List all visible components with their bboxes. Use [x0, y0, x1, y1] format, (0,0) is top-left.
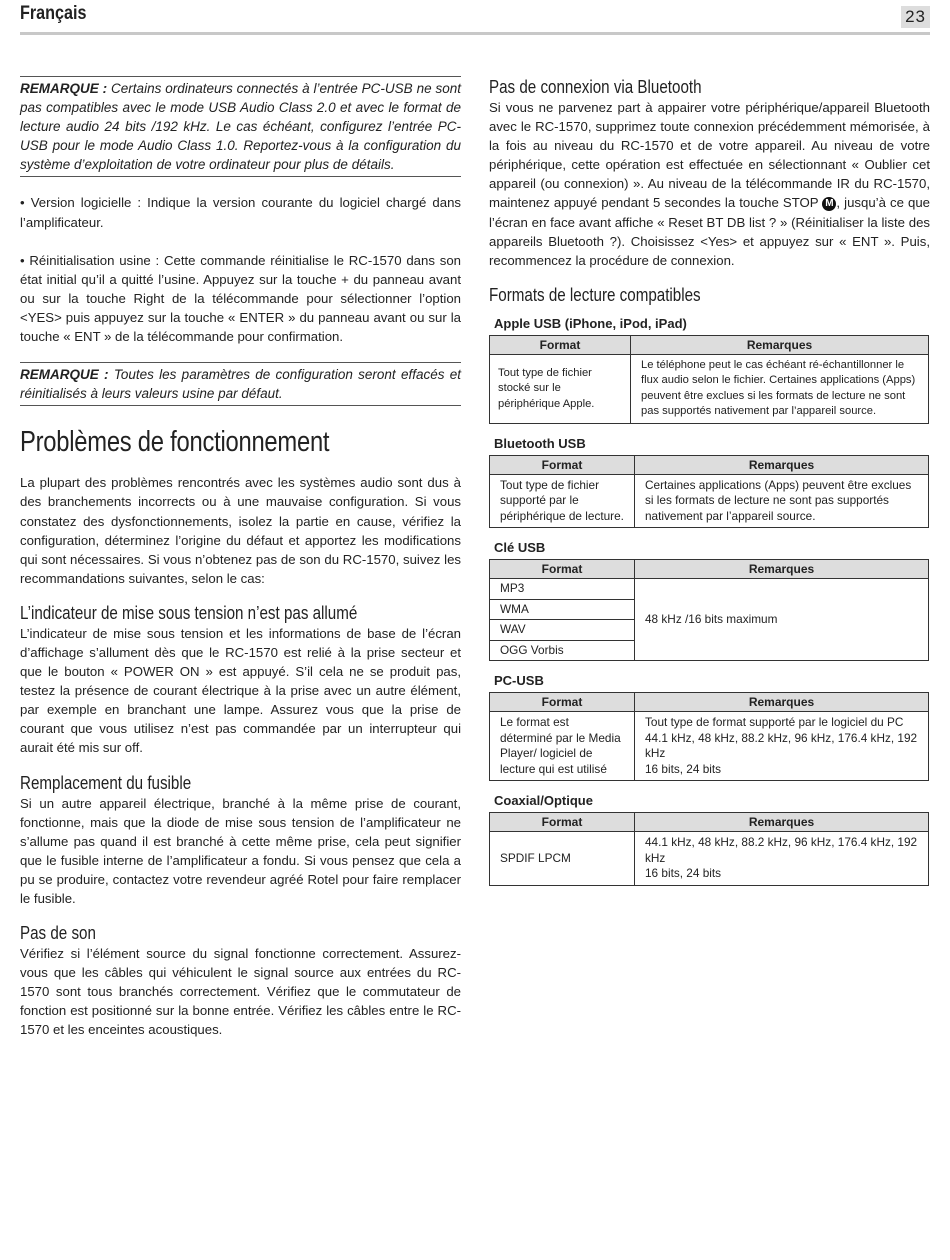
text-power-indicator: L’indicateur de mise sous tension et les informations de base de l’écran d’affichage s’allument dès que le RC-1570 est relié à la prise secteur et que le bouton « POWER ON » est appuyé. S’il cela ne se produit pas, testez la présence de courant électrique à la prise avec un autre élément, par exemple en branchant une lampe. Assurez vous que la prise de courant que vous utilisez n’est pas commandée par un interrupteur qui aurait été mis sur off.: [20, 625, 461, 756]
table-row: [490, 712, 929, 781]
col-format: Format: [490, 455, 635, 474]
heading-formats: Formats de lecture compatibles: [489, 283, 701, 305]
cell-format: OGG Vorbis: [490, 640, 635, 661]
cell-format: Tout type de fichier supporté par le périphérique de lecture.: [490, 474, 635, 528]
page-number: 23: [901, 6, 930, 28]
right-column: [489, 76, 930, 886]
cell-format: Tout type de fichier stocké sur le périphérique Apple.: [490, 354, 631, 423]
heading-power-indicator: L’indicateur de mise sous tension n’est pas allumé: [20, 601, 358, 623]
page-header: [20, 0, 930, 35]
bluetooth-text-part2: , jusqu’à ce que l’écran en face avant affiche « Reset BT DB list ? » (Réinitialiser la liste des appareils Bluetooth ?). Choisissez <Yes> et appuyez sur « ENT ». Puis, recommencez la procédure de connexion.: [489, 195, 930, 268]
cell-remarks: [635, 712, 929, 781]
note-label: REMARQUE :: [20, 81, 108, 96]
cell-remarks: Le téléphone peut le cas échéant ré-échantillonner le flux audio selon le fichier. Certaines applications (Apps) peuvent être exclues si les formats de lecture ne sont pas supportés nativement par l’appareil source.: [631, 354, 929, 423]
title-bluetooth-usb: Bluetooth USB: [494, 435, 586, 451]
col-remarks: Remarques: [635, 693, 929, 712]
title-coaxial-optical: Coaxial/Optique: [494, 793, 593, 809]
col-format: Format: [490, 813, 635, 832]
table-bluetooth-usb: [489, 455, 929, 529]
table-apple-usb: [489, 335, 929, 424]
table-row: [490, 354, 929, 423]
title-apple-usb: Apple USB (iPhone, iPod, iPad): [494, 315, 687, 331]
note-reset: [20, 362, 461, 406]
table-coaxial-optical: [489, 812, 929, 886]
table-pc-usb: [489, 692, 929, 781]
col-remarks: Remarques: [631, 335, 929, 354]
title-cle-usb: Clé USB: [494, 540, 546, 556]
note-text: Toutes les paramètres de configuration seront effacés et réinitialisés à leurs valeurs usine par défaut.: [20, 367, 462, 402]
remark-line: Tout type de format supporté par le logiciel du PC: [645, 715, 904, 730]
troubleshooting-intro: La plupart des problèmes rencontrés avec les systèmes audio sont dus à des branchements incorrects ou à une mauvaise configuration. Si vous constatez des dysfonctionnements, isolez la partie en cause, vérifiez la configuration, déterminez l’origine du défaut et apportez les modifications qui sont nécessaires. Si vous n’obtenez pas de son du RC-1570, suivez les recommandations suivantes, selon le cas:: [20, 475, 461, 586]
cell-format: Le format est déterminé par le Media Player/ logiciel de lecture qui est utilisé: [490, 712, 635, 781]
table-cle-usb: [489, 559, 929, 661]
heading-fuse: Remplacement du fusible: [20, 771, 192, 793]
stop-m-icon: M: [822, 197, 836, 211]
note-label: REMARQUE :: [20, 367, 109, 383]
language-label: Français: [20, 3, 87, 24]
col-format: Format: [490, 560, 635, 579]
text-bluetooth: [489, 98, 930, 270]
heading-bluetooth: Pas de connexion via Bluetooth: [489, 76, 702, 97]
cell-format: WMA: [490, 599, 635, 620]
cell-format: SPDIF LPCM: [490, 832, 635, 886]
bullet-software-version: • Version logicielle : Indique la version courante du logiciel chargé dans l’amplificateur.: [20, 195, 461, 230]
left-column: [20, 76, 461, 1040]
remark-line: 16 bits, 24 bits: [645, 866, 722, 881]
cell-remarks: [635, 832, 929, 886]
note-text: Certains ordinateurs connectés à l’entrée PC-USB ne sont pas compatibles avec le mode USB Audio Class 2.0 et avec le format de lecture audio 24 bits /192 kHz. Le cas échéant, configurez l’entrée PC-USB pour le mode Audio Class 1.0. Reportez-vous à la configuration du système d’exploitation de votre ordinateur pour plus de détails.: [20, 81, 462, 173]
text-no-sound: Vérifiez si l’élément source du signal fonctionne correctement. Assurez-vous que les câbles qui véhiculent le signal source aux entrées du RC-1570 sont tous branchés correctement. Vérifiez que le commutateur de fonction est positionné sur la bonne entrée. Vérifiez les câbles entre le RC-1570 et les enceintes acoustiques.: [20, 946, 461, 1038]
cell-format: MP3: [490, 579, 635, 600]
cell-remarks: Certaines applications (Apps) peuvent être exclues si les formats de lecture ne sont pas supportés nativement par l’appareil source.: [635, 474, 929, 528]
col-format: Format: [490, 693, 635, 712]
cell-format: WAV: [490, 620, 635, 641]
table-row: [490, 832, 929, 886]
remark-line: 16 bits, 24 bits: [645, 761, 722, 776]
remark-line: 44.1 kHz, 48 kHz, 88.2 kHz, 96 kHz, 176.4 kHz, 192 kHz: [645, 730, 918, 761]
table-row: [490, 579, 929, 600]
remark-line: 44.1 kHz, 48 kHz, 88.2 kHz, 96 kHz, 176.4 kHz, 192 kHz: [645, 835, 918, 865]
col-remarks: Remarques: [635, 813, 929, 832]
bullet-factory-reset: • Réinitialisation usine : Cette commande réinitialise le RC-1570 dans son état initial qu’il a quitté l’usine. Appuyez sur la touche + du panneau avant ou sur la touche Right de la télécommande pour sélectionner l’option <YES> puis appuyez sur la touche « ENTER » du panneau avant ou sur la touche « ENT » de la télécommande pour confirmation.: [20, 252, 461, 345]
col-remarks: Remarques: [635, 560, 929, 579]
note-pc-usb: [20, 76, 461, 177]
bluetooth-text-part1: Si vous ne parvenez part à appairer votre périphérique/appareil Bluetooth avec le RC-1570, supprimez toute connexion précédemment mémorisée, à la fois au niveau du RC-1570 et de votre appareil. Au niveau de votre périphérique, cette opération est effectuée en sélectionnant « Oublier cet appareil (ou connexion) ». Au niveau de la télécommande IR du RC-1570, maintenez appuyé pendant 5 secondes la touche STOP: [489, 100, 930, 211]
text-fuse: Si un autre appareil électrique, branché à la même prise de courant, fonctionne, mais que la diode de mise sous tension de l’amplificateur ne s’allume pas quand il est branché à cette même prise, cela peut signifier que le fusible interne de l’amplificateur a fondu. Si vous pensez que cela a pu se produire, contactez votre revendeur agréé Rotel pour faire remplacer le fusible.: [20, 795, 461, 906]
col-remarks: Remarques: [635, 455, 929, 474]
col-format: Format: [490, 335, 631, 354]
heading-no-sound: Pas de son: [20, 922, 96, 944]
section-title: Problèmes de fonctionnement: [20, 426, 330, 459]
cell-remarks: 48 kHz /16 bits maximum: [635, 579, 929, 661]
table-row: [490, 474, 929, 528]
title-pc-usb: PC-USB: [494, 673, 544, 689]
